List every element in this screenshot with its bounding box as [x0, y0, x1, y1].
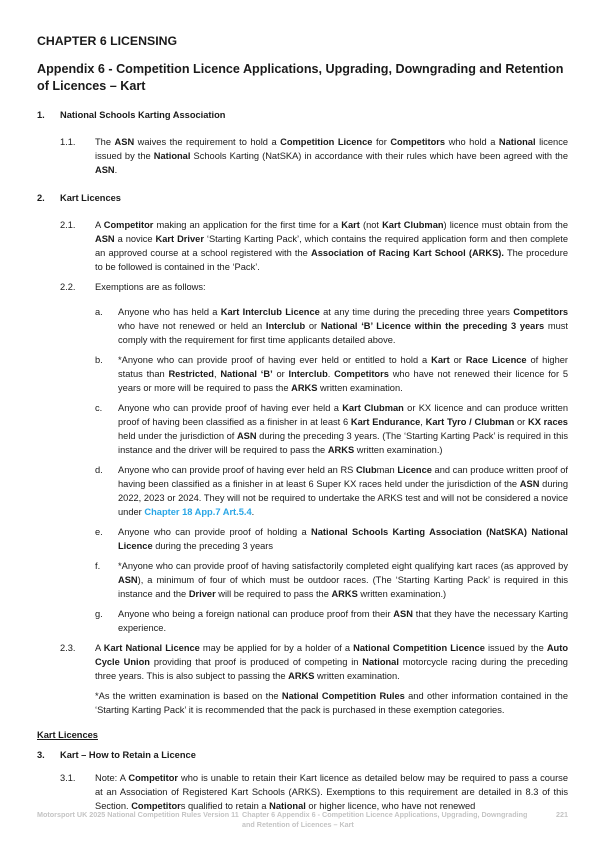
- exemption-item-e: [95, 525, 568, 553]
- bold-term: Association of Racing Kart School (ARKS).: [311, 248, 504, 258]
- text-run: may be applied for by a holder of a: [199, 643, 354, 653]
- text-run: ) licence must obtain from the: [443, 220, 568, 230]
- bold-term: National ‘B’ Licence within the preceding 3 years: [320, 321, 545, 331]
- exemption-item-c: [95, 401, 568, 457]
- text-run: during 2022, 2023 or 2024. They will not be required to undertake the ARKS test and will not be considered a novice under: [118, 479, 568, 517]
- text-run: motorcycle racing during the preceding three years. This is also subject to passing the: [95, 657, 568, 681]
- item-letter: c.: [95, 403, 103, 413]
- bold-term: Licence: [397, 465, 432, 475]
- text-run: man: [376, 465, 398, 475]
- text-run: The procedure to be followed is contained in the ‘Pack’.: [95, 248, 568, 272]
- paragraph-3-1: [60, 771, 568, 813]
- bold-term: ASN: [95, 234, 115, 244]
- bold-term: Restricted: [168, 369, 214, 379]
- bold-term: Driver: [188, 589, 216, 599]
- text-run: *Anyone who can provide proof of having ever held or entitled to hold a: [118, 355, 432, 365]
- text-run: .: [251, 507, 255, 517]
- item-letter: b.: [95, 355, 103, 365]
- paragraph-2-2: [60, 280, 568, 294]
- item-text: [118, 607, 568, 635]
- section-number: 3.: [37, 750, 45, 760]
- text-run: who is unable to retain their Kart licence as detailed below may be required to pass a course at an Association of Registered Kart Schools (ARKS). Exemptions to this requirement are detailed in 8.3 of this Section.: [95, 773, 569, 811]
- item-text: [118, 463, 568, 519]
- cross-reference-link[interactable]: Chapter 18 App.7 Art.5.4: [144, 507, 252, 517]
- bold-term: ARKS: [291, 383, 318, 393]
- text-run: Anyone who can provide proof of having ever held a: [118, 403, 343, 413]
- text-run: Anyone who can provide proof of holding a: [118, 527, 312, 537]
- text-run: or KX licence and can produce written proof of having been classified as a finisher in at least 6: [118, 403, 569, 427]
- item-text: [118, 353, 568, 395]
- bold-term: ASN: [519, 479, 540, 489]
- bold-term: KX races: [528, 417, 568, 427]
- text-run: must comply with the requirement for first time applicants detailed above.: [118, 321, 568, 345]
- item-text: [118, 525, 568, 553]
- item-text: [118, 305, 568, 347]
- bold-term: National: [269, 801, 306, 811]
- bold-term: National Schools Karting Association (NatSKA) National Licence: [118, 527, 568, 551]
- text-run: A: [95, 643, 104, 653]
- section-number: 2.: [37, 193, 45, 203]
- exemption-item-g: [95, 607, 568, 635]
- paragraph-number: 2.1.: [60, 220, 76, 230]
- bold-term: ARKS: [327, 445, 355, 455]
- text-run: ), a minimum of four of which must be outdoor races. (The ‘Starting Karting Pack’ is required in this instance and the: [118, 575, 568, 599]
- text-run: and other information contained in the ‘Starting Karting Pack’ it is recommended that the pack is purchased in these exemption categories.: [95, 691, 568, 715]
- text-run: who hold a: [445, 137, 499, 147]
- text-run: will be required to pass the: [215, 589, 332, 599]
- paragraph-2-1: [60, 218, 568, 274]
- bold-term: Competitor: [128, 773, 178, 783]
- section-title: Kart – How to Retain a Licence: [60, 750, 196, 760]
- section-1-heading: [37, 108, 568, 122]
- item-letter: a.: [95, 307, 103, 317]
- item-text: [118, 401, 568, 457]
- document-page: [37, 33, 568, 819]
- bold-term: Competitors: [390, 137, 446, 147]
- text-run: Note: A: [95, 773, 129, 783]
- bold-term: Auto Cycle Union: [95, 643, 568, 667]
- bold-term: Competitor: [131, 801, 181, 811]
- bold-term: National Competition Rules: [281, 691, 405, 701]
- text-run: *Anyone who can provide proof of having satisfactorily completed eight qualifying kart races (as approved by: [118, 561, 568, 571]
- bold-term: National: [498, 137, 536, 147]
- text-run: who have not renewed their licence for 5 years or more will be required to pass the: [118, 369, 569, 393]
- text-run: providing that proof is produced of competing in: [149, 657, 363, 667]
- text-run: Anyone who can provide proof of having ever held an RS: [118, 465, 356, 475]
- text-run: or: [514, 417, 529, 427]
- text-run: that they have the necessary Karting experience.: [118, 609, 568, 633]
- section-title: Kart Licences: [60, 193, 121, 203]
- paragraph-text: [95, 135, 568, 177]
- paragraph-text: [95, 641, 568, 683]
- paragraph-number: 2.2.: [60, 282, 76, 292]
- bold-term: Competition Licence: [280, 137, 373, 147]
- text-run: The: [95, 137, 115, 147]
- text-run: ‘Starting Karting Pack’, which contains the required application form and then complete an approved course at a school registered with the: [95, 234, 568, 258]
- text-run: or: [305, 321, 321, 331]
- text-run: waives the requirement to hold a: [134, 137, 281, 147]
- text-run: A: [95, 220, 104, 230]
- text-run: s qualified to retain a: [180, 801, 270, 811]
- paragraph-number: 1.1.: [60, 137, 76, 147]
- footer-chapter: Chapter 6 Appendix 6 - Competition Licence Applications, Upgrading, Downgrading and Retention of Licences – Kart: [242, 810, 528, 829]
- bold-term: ASN: [118, 575, 138, 585]
- bold-term: Kart Tyro / Clubman: [425, 417, 515, 427]
- text-run: ,: [213, 369, 221, 379]
- kart-licences-heading: Kart Licences: [37, 730, 98, 740]
- text-run: Anyone who being a foreign national can produce proof from their: [118, 609, 394, 619]
- bold-term: Competitors: [513, 307, 568, 317]
- exemption-item-d: [95, 463, 568, 519]
- item-letter: f.: [95, 561, 101, 571]
- text-run: for: [372, 137, 391, 147]
- bold-term: Interclub: [265, 321, 306, 331]
- exemption-item-b: [95, 353, 568, 395]
- bold-term: Kart Interclub Licence: [220, 307, 320, 317]
- paragraph-1-1: [60, 135, 568, 177]
- item-letter: e.: [95, 527, 103, 537]
- text-run: a novice: [114, 234, 156, 244]
- item-letter: d.: [95, 465, 103, 475]
- text-run: or: [272, 369, 289, 379]
- bold-term: Competitors: [334, 369, 389, 379]
- footer-publication: Motorsport UK 2025 National Competition Rules Version 11: [37, 810, 239, 819]
- section-2-heading: [37, 191, 568, 205]
- text-run: held under the jurisdiction of: [118, 431, 237, 441]
- text-run: *As the written examination is based on the: [95, 691, 282, 701]
- text-run: written examination.): [357, 589, 447, 599]
- paragraph-2-3: [60, 641, 568, 683]
- page-number: 221: [556, 810, 568, 819]
- paragraph-text: [95, 771, 568, 813]
- text-run: licence issued by the: [95, 137, 569, 161]
- section-title: National Schools Karting Association: [60, 110, 226, 120]
- bold-term: ARKS: [331, 589, 358, 599]
- text-run: or higher licence, who have not renewed: [305, 801, 476, 811]
- text-run: written examination.: [314, 671, 400, 681]
- bold-term: Competitor: [103, 220, 154, 230]
- bold-term: ARKS: [288, 671, 315, 681]
- text-run: issued by the: [484, 643, 547, 653]
- text-run: during the preceding 3 years. (The ‘Starting Karting Pack’ is required in this instance and the driver will be required to pass the: [118, 431, 568, 455]
- item-text: [118, 559, 568, 601]
- exemption-note: [95, 689, 568, 717]
- text-run: and can produce written proof of having been classified as a finisher in at least 6 Super KX races held under the jurisdiction of the: [118, 465, 568, 489]
- text-run: at any time during the preceding three years: [319, 307, 514, 317]
- bold-term: ASN: [95, 165, 115, 175]
- bold-term: Race Licence: [465, 355, 527, 365]
- chapter-title: CHAPTER 6 LICENSING: [37, 34, 178, 48]
- bold-term: National: [362, 657, 399, 667]
- item-letter: g.: [95, 609, 103, 619]
- bold-term: Kart National Licence: [103, 643, 200, 653]
- text-run: Exemptions are as follows:: [95, 282, 206, 292]
- text-run: .: [327, 369, 335, 379]
- bold-term: Kart Driver: [155, 234, 204, 244]
- exemption-item-f: [95, 559, 568, 601]
- bold-term: National Competition Licence: [353, 643, 485, 653]
- text-run: during the preceding 3 years: [152, 541, 274, 551]
- section-3-heading: [37, 748, 568, 762]
- paragraph-number: 3.1.: [60, 773, 76, 783]
- bold-term: ASN: [393, 609, 413, 619]
- bold-term: Kart Clubman: [382, 220, 444, 230]
- text-run: written examination.: [317, 383, 403, 393]
- text-run: making an application for the first time for a: [153, 220, 342, 230]
- exemption-item-a: [95, 305, 568, 347]
- bold-term: ASN: [114, 137, 135, 147]
- bold-term: Kart Clubman: [342, 403, 404, 413]
- text-run: (not: [359, 220, 383, 230]
- section-number: 1.: [37, 110, 45, 120]
- paragraph-text: [95, 280, 568, 294]
- bold-term: ASN: [236, 431, 257, 441]
- bold-term: Kart: [431, 355, 450, 365]
- bold-term: Interclub: [288, 369, 328, 379]
- text-run: Anyone who has held a: [118, 307, 221, 317]
- bold-term: Kart: [341, 220, 360, 230]
- bold-term: Club: [355, 465, 377, 475]
- text-run: of higher status than: [118, 355, 569, 379]
- text-run: or: [449, 355, 466, 365]
- text-run: ,: [420, 417, 426, 427]
- page-footer: [37, 810, 568, 830]
- text-run: Schools Karting (NatSKA) in accordance with their rules which have been agreed with the: [190, 151, 568, 161]
- text-run: .: [114, 165, 118, 175]
- text-run: who have not renewed or held an: [118, 321, 266, 331]
- appendix-title: Appendix 6 - Competition Licence Applications, Upgrading, Downgrading and Retention of Licences – Kart: [37, 62, 564, 93]
- paragraph-text: [95, 218, 568, 274]
- bold-term: Kart Endurance: [350, 417, 421, 427]
- bold-term: National ‘B’: [220, 369, 273, 379]
- text-run: written examination.): [354, 445, 443, 455]
- paragraph-number: 2.3.: [60, 643, 76, 653]
- bold-term: National: [153, 151, 191, 161]
